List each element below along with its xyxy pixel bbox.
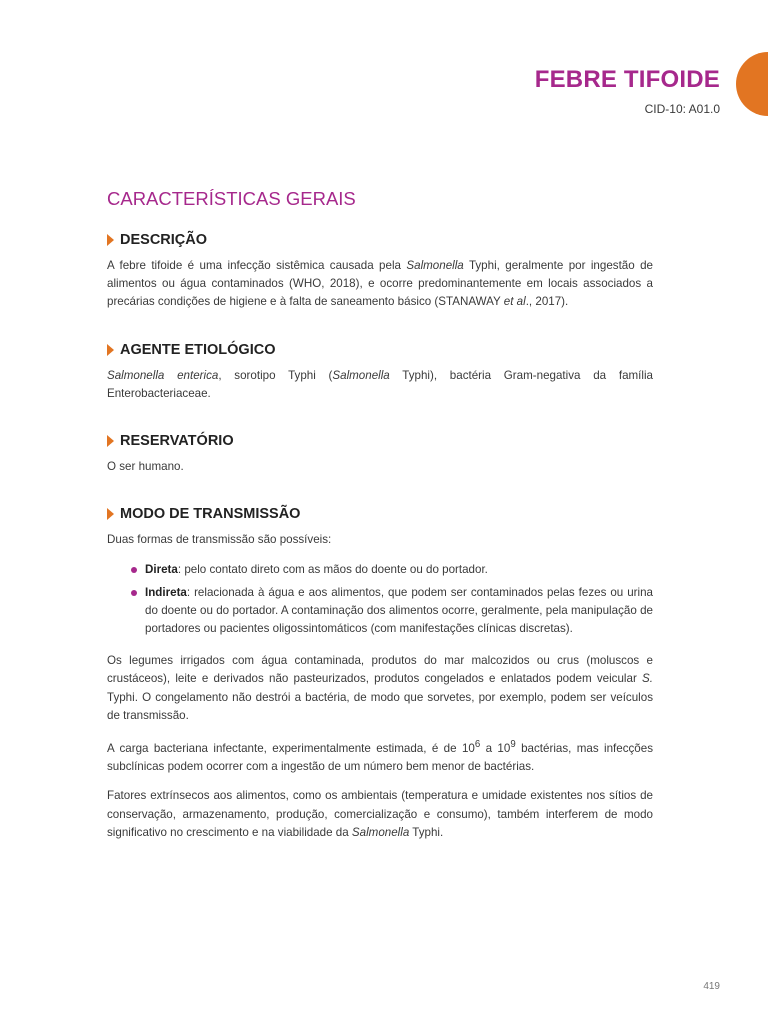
bullet-text: : relacionada à água e aos alimentos, que podem ser contaminados pelas fezes ou urina do doente ou do portador. A contaminação dos alimentos ocorre, geralmente, pela manipulação de portadores ou pacientes oligossintomáticos (com manifestações clínicas discretas). bbox=[145, 585, 653, 636]
cid-code: CID-10: A01.0 bbox=[644, 102, 720, 116]
italic-run: Salmonella bbox=[406, 259, 464, 272]
text-run: Os legumes irrigados com água contaminada, produtos do mar malcozidos ou crus (moluscos e crustáceos), leite e derivados não pasteurizados, produtos congelados e enlatados podem veicular bbox=[107, 654, 653, 686]
list-item bbox=[131, 561, 653, 579]
heading-agente-etiologico bbox=[107, 342, 653, 358]
transmissao-paragraph-1 bbox=[107, 652, 653, 725]
bullet-term: Indireta bbox=[145, 585, 187, 599]
heading-agente-label: AGENTE ETIOLÓGICO bbox=[120, 341, 276, 358]
bullet-dot-icon bbox=[131, 590, 137, 596]
text-run: Fatores extrínsecos aos alimentos, como os ambientais (temperatura e umidade existentes nos sítios de conservação, armazenamento, produção, comercialização e consumo), também interferem de modo significativo no crescimento e na viabilidade da bbox=[107, 789, 653, 839]
superscript: 9 bbox=[510, 739, 516, 751]
bullet-dot-icon bbox=[131, 567, 137, 573]
bullet-text: : pelo contato direto com as mãos do doente ou do portador. bbox=[177, 563, 488, 577]
text-run: Typhi, geralmente por ingestão de alimentos ou água contaminados (WHO, 2018), e ocorre predominantemente em locais associados a precárias condições de higiene e à falta de saneamento básico (STANAWAY bbox=[107, 259, 653, 309]
transmissao-paragraph-3 bbox=[107, 787, 653, 842]
text-run: a 10 bbox=[480, 741, 511, 755]
superscript: 6 bbox=[474, 739, 481, 751]
heading-reservatorio bbox=[107, 433, 653, 449]
triangle-right-icon bbox=[107, 435, 114, 447]
agente-paragraph bbox=[107, 367, 653, 403]
heading-modo-transmissao bbox=[107, 506, 653, 522]
italic-run: Salmonella bbox=[332, 368, 390, 382]
text-run: ., 2017). bbox=[525, 295, 569, 309]
list-item bbox=[131, 584, 653, 639]
page-number: 419 bbox=[703, 981, 720, 992]
triangle-right-icon bbox=[107, 234, 114, 246]
text-run: bactérias, mas infecções subclínicas podem ocorrer com a ingestão de um número bem menor de bactérias. bbox=[107, 741, 653, 774]
italic-run: S. bbox=[642, 672, 653, 686]
descricao-paragraph bbox=[107, 257, 653, 312]
text-run: A carga bacteriana infectante, experimentalmente estimada, é de 10 bbox=[107, 741, 475, 755]
heading-descricao-label: DESCRIÇÃO bbox=[120, 232, 208, 248]
italic-run: Salmonella bbox=[351, 825, 410, 839]
triangle-right-icon bbox=[107, 344, 114, 356]
text-run: , sorotipo Typhi ( bbox=[218, 368, 333, 382]
transmissao-intro: Duas formas de transmissão são possíveis: bbox=[107, 533, 332, 547]
bullet-term: Direta bbox=[145, 563, 178, 577]
italic-run: Salmonella enterica bbox=[107, 368, 219, 382]
italic-run: et al bbox=[503, 295, 526, 309]
text-run: Typhi. bbox=[409, 825, 444, 839]
text-run: Typhi), bactéria Gram-negativa da família Enterobacteriaceae. bbox=[107, 368, 653, 400]
transmission-list bbox=[107, 561, 653, 638]
heading-transmissao-label: MODO DE TRANSMISSÃO bbox=[120, 506, 301, 523]
text-run: Typhi. O congelamento não destrói a bactéria, de modo que sorvetes, por exemplo, podem ser veículos de transmissão. bbox=[107, 690, 653, 722]
text-run: A febre tifoide é uma infecção sistêmica causada pela bbox=[107, 259, 407, 272]
chapter-tab-marker bbox=[736, 52, 768, 116]
triangle-right-icon bbox=[107, 508, 114, 520]
main-content bbox=[107, 188, 653, 853]
heading-descricao bbox=[107, 232, 653, 248]
section-title: CARACTERÍSTICAS GERAIS bbox=[107, 188, 356, 209]
heading-reservatorio-label: RESERVATÓRIO bbox=[120, 433, 234, 450]
page-title: FEBRE TIFOIDE bbox=[534, 66, 720, 93]
reservatorio-paragraph: O ser humano. bbox=[107, 460, 184, 474]
transmissao-paragraph-2 bbox=[107, 736, 653, 776]
